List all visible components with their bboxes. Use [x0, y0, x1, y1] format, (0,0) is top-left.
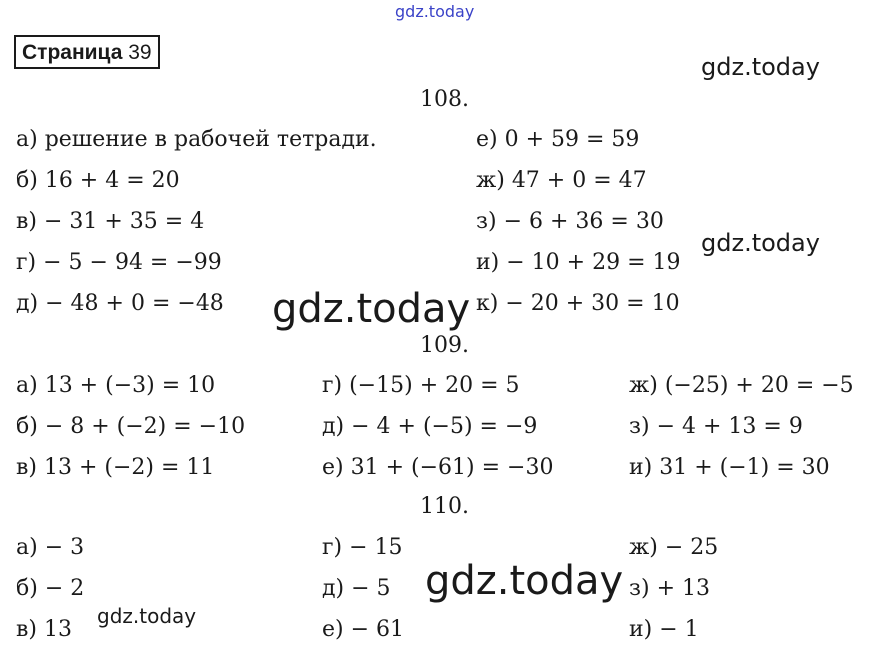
- exercise-108-title: 108.: [420, 87, 469, 112]
- ex108-item: д) − 48 + 0 = −48: [16, 291, 224, 316]
- ex109-item: ж) (−25) + 20 = −5: [629, 373, 854, 398]
- ex110-item: д) − 5: [322, 576, 391, 601]
- ex110-item: г) − 15: [322, 535, 403, 560]
- ex110-item: а) − 3: [16, 535, 85, 560]
- exercise-110-title: 110.: [420, 494, 469, 519]
- ex109-item: в) 13 + (−2) = 11: [16, 455, 215, 480]
- ex108-item: б) 16 + 4 = 20: [16, 168, 180, 193]
- ex108-item: в) − 31 + 35 = 4: [16, 209, 205, 234]
- ex109-item: д) − 4 + (−5) = −9: [322, 414, 538, 439]
- ex108-item: г) − 5 − 94 = −99: [16, 250, 222, 275]
- watermark: gdz.today: [425, 558, 624, 604]
- watermark: gdz.today: [701, 229, 820, 257]
- ex110-item: и) − 1: [629, 617, 699, 642]
- ex109-item: а) 13 + (−3) = 10: [16, 373, 216, 398]
- ex108-item: е) 0 + 59 = 59: [476, 127, 640, 152]
- page-number: 39: [128, 41, 152, 64]
- watermark: gdz.today: [701, 53, 820, 81]
- ex110-item: е) − 61: [322, 617, 405, 642]
- ex109-item: г) (−15) + 20 = 5: [322, 373, 520, 398]
- ex108-item: а) решение в рабочей тетради.: [16, 127, 377, 152]
- ex110-item: б) − 2: [16, 576, 85, 601]
- page-header: [14, 35, 160, 69]
- watermark: gdz.today: [272, 286, 471, 332]
- page-label: Страница: [22, 41, 123, 64]
- ex110-item: в) 13: [16, 617, 72, 642]
- ex109-item: е) 31 + (−61) = −30: [322, 455, 554, 480]
- ex108-item: з) − 6 + 36 = 30: [476, 209, 664, 234]
- watermark-top[interactable]: gdz.today: [395, 2, 475, 21]
- watermark: gdz.today: [97, 604, 197, 628]
- ex109-item: з) − 4 + 13 = 9: [629, 414, 803, 439]
- ex109-item: б) − 8 + (−2) = −10: [16, 414, 246, 439]
- ex108-item: и) − 10 + 29 = 19: [476, 250, 681, 275]
- ex110-item: ж) − 25: [629, 535, 719, 560]
- ex110-item: з) + 13: [629, 576, 710, 601]
- ex109-item: и) 31 + (−1) = 30: [629, 455, 830, 480]
- exercise-109-title: 109.: [420, 333, 469, 358]
- ex108-item: ж) 47 + 0 = 47: [476, 168, 647, 193]
- ex108-item: к) − 20 + 30 = 10: [476, 291, 680, 316]
